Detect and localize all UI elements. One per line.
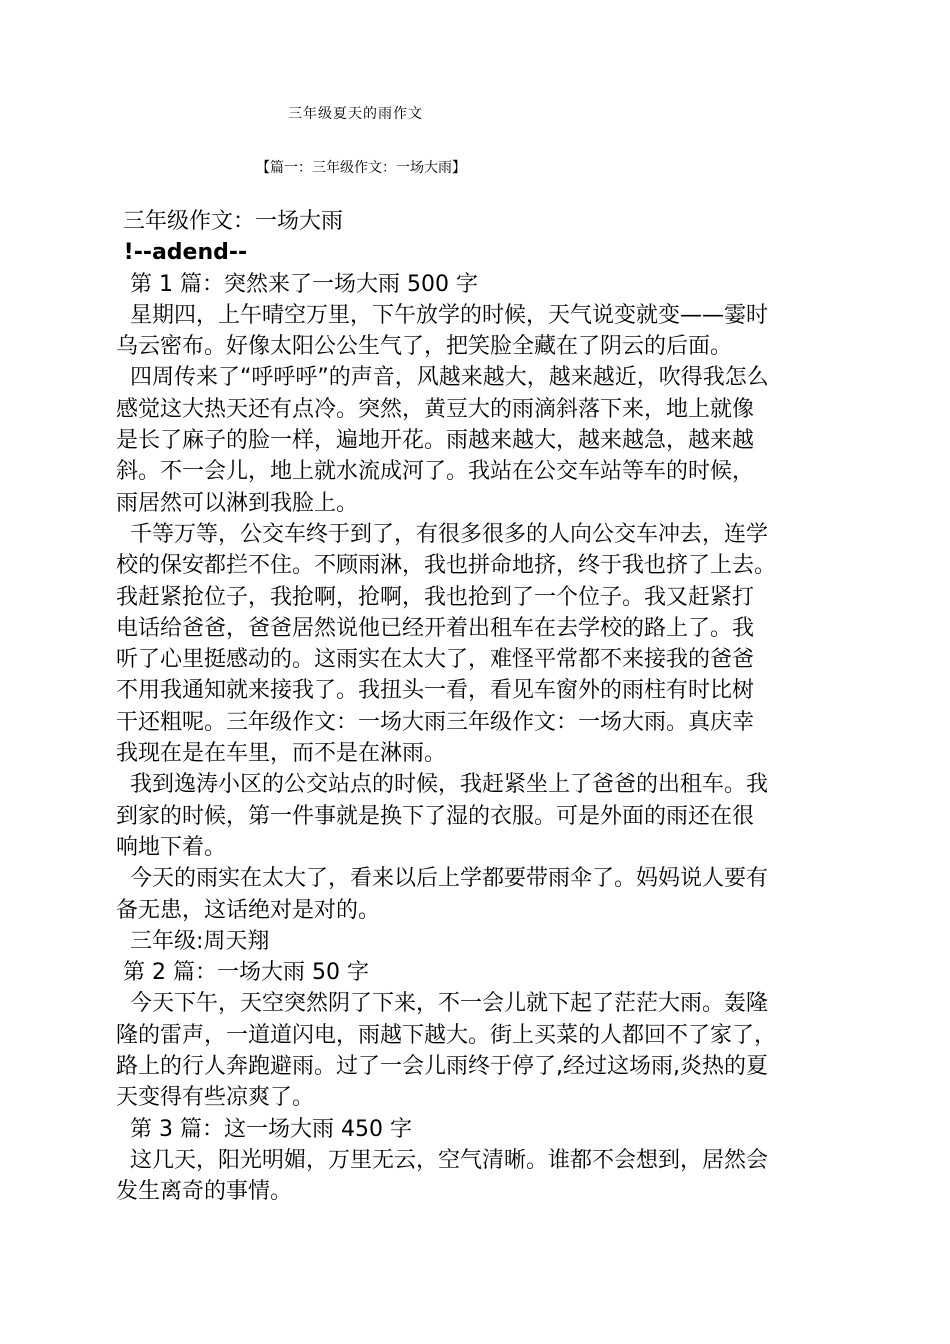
document-title: 三年级夏天的雨作文	[288, 106, 423, 122]
body-line: 感觉这大热天还有点冷。突然，黄豆大的雨滴斜落下来，地上就像	[116, 396, 755, 422]
body-line: 今天下午，天空突然阴了下来，不一会儿就下起了茫茫大雨。轰隆	[116, 991, 768, 1017]
body-line: 听了心里挺感动的。这雨实在太大了，难怪平常都不来接我的爸爸	[116, 647, 755, 673]
article-heading: 三年级作文：一场大雨	[116, 209, 343, 234]
body-line: 斜。不一会儿，地上就水流成河了。我站在公交车站等车的时候，	[116, 459, 755, 485]
body-line: 备无患，这话绝对是对的。	[116, 897, 381, 923]
body-line: 今天的雨实在太大了，看来以后上学都要带雨伞了。妈妈说人要有	[116, 866, 768, 892]
body-line: 天变得有些凉爽了。	[116, 1085, 315, 1111]
body-line: 不用我通知就来接我了。我扭头一看，看见车窗外的雨柱有时比树	[116, 678, 755, 704]
body-line: 我赶紧抢位子，我抢啊，抢啊，我也抢到了一个位子。我又赶紧打	[116, 584, 755, 610]
body-line: 电话给爸爸，爸爸居然说他已经开着出租车在去学校的路上了。我	[116, 615, 755, 641]
section-heading-1: 第 1 篇：突然来了一场大雨 500 字	[116, 271, 478, 297]
body-line: 是长了麻子的脸一样，遍地开花。雨越来越大，越来越急，越来越	[116, 428, 755, 454]
body-line: 我现在是在车里，而不是在淋雨。	[116, 741, 447, 767]
document-subtitle: 【篇一：三年级作文：一场大雨】	[256, 160, 466, 176]
document-body	[116, 206, 836, 1208]
body-line: 隆的雷声，一道道闪电，雨越下越大。街上买菜的人都回不了家了，	[116, 1022, 777, 1048]
body-line: 雨居然可以淋到我脸上。	[116, 490, 359, 516]
author-line: 三年级:周天翔	[116, 928, 270, 954]
body-line: 响地下着。	[116, 834, 227, 860]
body-line: 千等万等，公交车终于到了，有很多很多的人向公交车冲去，连学	[116, 521, 768, 547]
body-line: 乌云密布。好像太阳公公生气了，把笑脸全藏在了阴云的后面。	[116, 334, 733, 360]
ad-marker: !--adend--	[116, 240, 248, 266]
body-line: 我到逸涛小区的公交站点的时候，我赶紧坐上了爸爸的出租车。我	[116, 772, 768, 798]
body-line: 四周传来了“呼呼呼”的声音，风越来越大，越来越近，吹得我怎么	[116, 365, 769, 391]
body-line: 干还粗呢。三年级作文：一场大雨三年级作文：一场大雨。真庆幸	[116, 709, 755, 735]
section-heading-2: 第 2 篇：一场大雨 50 字	[116, 960, 369, 986]
body-line: 到家的时候，第一件事就是换下了湿的衣服。可是外面的雨还在很	[116, 803, 755, 829]
body-line: 校的保安都拦不住。不顾雨淋，我也拼命地挤，终于我也挤了上去。	[116, 553, 777, 579]
body-line: 发生离奇的事情。	[116, 1179, 293, 1205]
section-heading-3: 第 3 篇：这一场大雨 450 字	[116, 1116, 412, 1142]
body-line: 星期四，上午晴空万里，下午放学的时候，天气说变就变——霎时	[116, 302, 768, 328]
body-line: 这几天，阳光明媚，万里无云，空气清晰。谁都不会想到，居然会	[116, 1147, 768, 1173]
body-line: 路上的行人奔跑避雨。过了一会儿雨终于停了,经过这场雨,炎热的夏	[116, 1054, 768, 1080]
